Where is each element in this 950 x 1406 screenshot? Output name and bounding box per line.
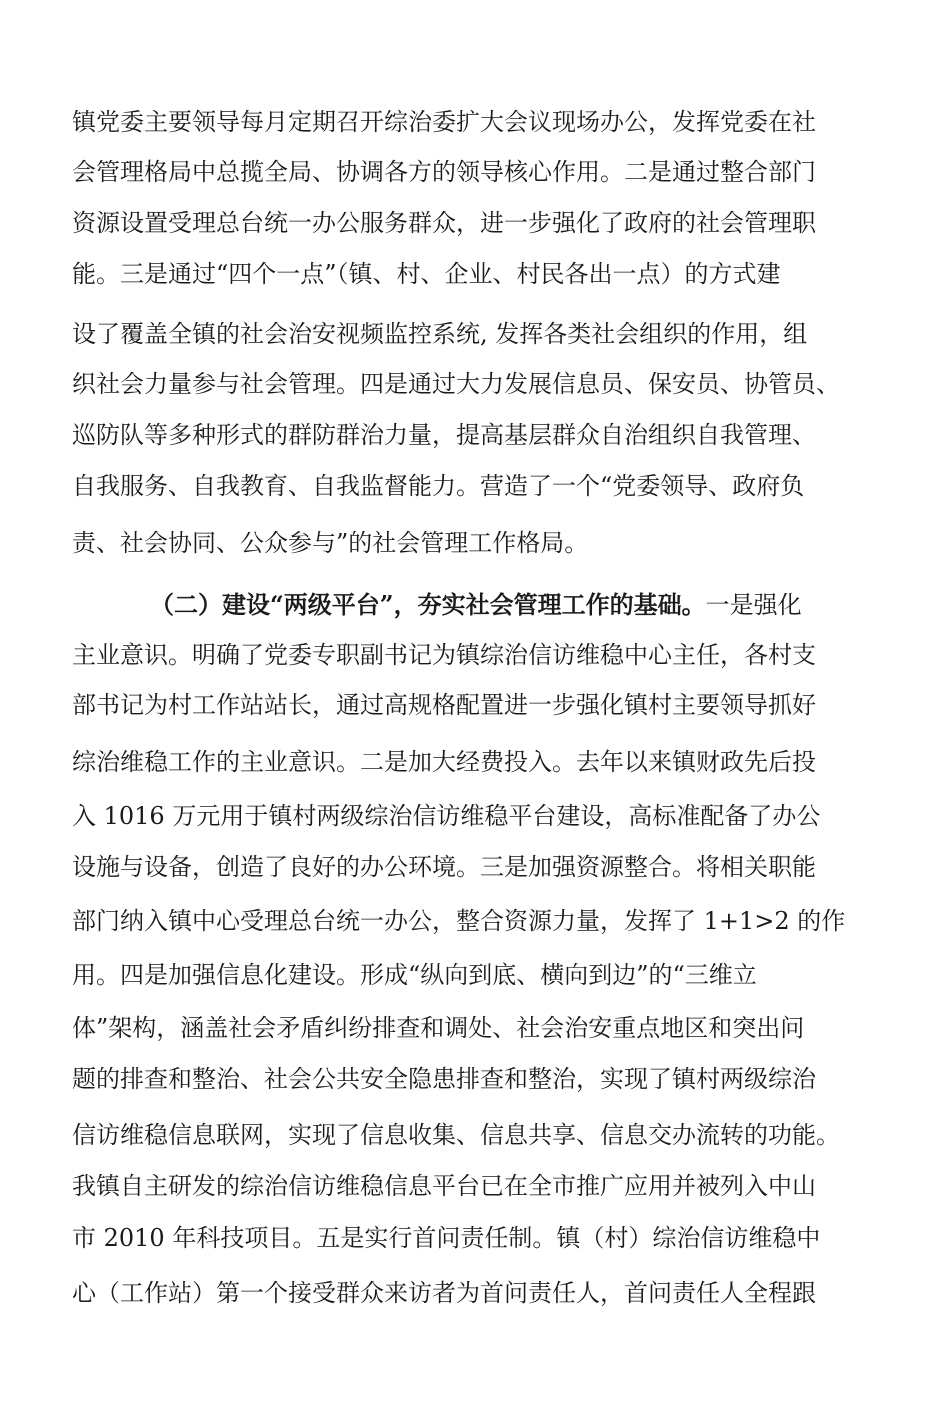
text-line: 题的排查和整治、社会公共安全隐患排查和整治，实现了镇村两级综治 [72,1065,816,1093]
text-line: 部门纳入镇中心受理总台统一办公，整合资源力量，发挥了 1+1>2 的作 [72,907,846,935]
text-line: 能。三是通过“四个一点”（镇、村、企业、村民各出一点）的方式建 [72,260,781,288]
text-line: 市 2010 年科技项目。五是实行首问责任制。镇（村）综治信访维稳中 [72,1224,821,1252]
text-line: 织社会力量参与社会管理。四是通过大力发展信息员、保安员、协管员、 [72,370,840,398]
text-line: 综治维稳工作的主业意识。二是加大经费投入。去年以来镇财政先后投 [72,748,816,776]
text-line: 自我服务、自我教育、自我监督能力。营造了一个“党委领导、政府负 [72,472,805,500]
text-line: 信访维稳信息联网，实现了信息收集、信息共享、信息交办流转的功能。 [72,1121,840,1149]
text-line: 资源设置受理总台统一办公服务群众，进一步强化了政府的社会管理职 [72,209,816,237]
text-line: 我镇自主研发的综治信访维稳信息平台已在全市推广应用并被列入中山 [72,1172,816,1200]
text-line: 主业意识。明确了党委专职副书记为镇综治信访维稳中心主任，各村支 [72,641,816,669]
text-line: 用。四是加强信息化建设。形成“纵向到底、横向到边”的“三维立 [72,961,757,989]
text-line: 巡防队等多种形式的群防群治力量，提高基层群众自治组织自我管理、 [72,421,816,449]
text-line: 入 1016 万元用于镇村两级综治信访维稳平台建设，高标准配备了办公 [72,802,821,830]
text-line: 体”架构，涵盖社会矛盾纠纷排查和调处、社会治安重点地区和突出问 [72,1014,805,1042]
text-line: 部书记为村工作站站长，通过高规格配置进一步强化镇村主要领导抓好 [72,691,816,719]
section-heading-line [150,581,950,629]
text-line: 会管理格局中总揽全局、协调各方的领导核心作用。二是通过整合部门 [72,158,816,186]
text-line: 镇党委主要领导每月定期召开综治委扩大会议现场办公，发挥党委在社 [72,108,816,136]
section-heading: （二）建设“两级平台”，夯实社会管理工作的基础。 [150,590,706,619]
text-line: 责、社会协同、公众参与”的社会管理工作格局。 [72,529,589,557]
heading-line-rest: 一是强化 [705,591,802,619]
text-line: 心（工作站）第一个接受群众来访者为首问责任人，首问责任人全程跟 [72,1279,816,1307]
text-line: 设了覆盖全镇的社会治安视频监控系统, 发挥各类社会组织的作用，组 [72,320,808,348]
text-line: 设施与设备，创造了良好的办公环境。三是加强资源整合。将相关职能 [72,853,816,881]
